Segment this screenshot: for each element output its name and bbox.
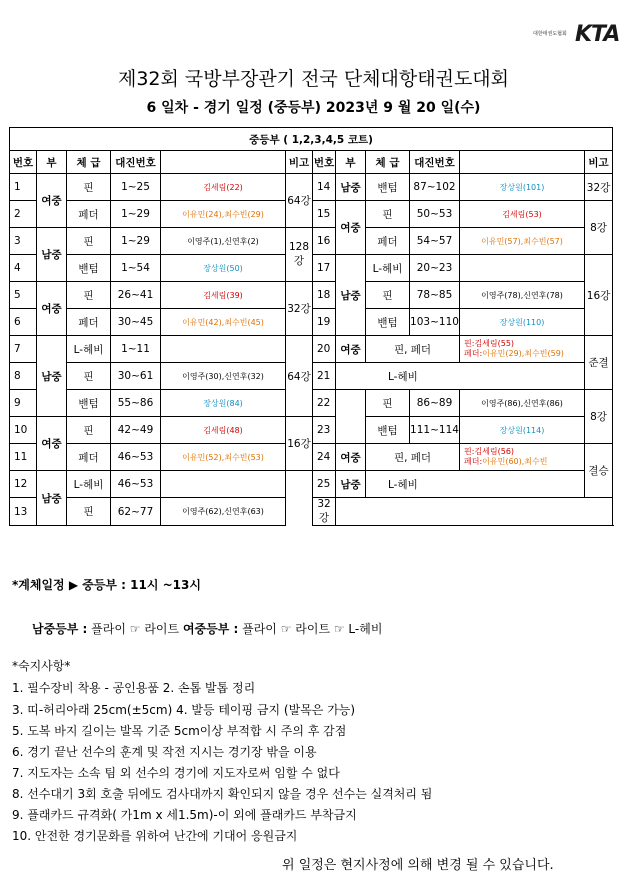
match-no: 6 <box>10 309 37 336</box>
weight-class: 페더 <box>67 309 111 336</box>
division: 여중 <box>336 336 366 363</box>
weight-class: 핀 <box>67 174 111 201</box>
athletes: 장상원(110) <box>460 309 585 336</box>
round-note: 16강 <box>286 417 313 471</box>
match-no: 20 <box>313 336 336 363</box>
col-weight: 체 급 <box>366 151 410 174</box>
division: 남중 <box>37 228 67 282</box>
draw-range: 1~54 <box>111 255 161 282</box>
draw-range: 20~23 <box>410 255 460 282</box>
draw-range: 111~114 <box>410 417 460 444</box>
rule-item: 5. 도복 바지 길이는 발목 기준 5cm이상 부적합 시 주의 후 감점 <box>12 724 347 738</box>
col-draw: 대진번호 <box>111 151 161 174</box>
empty-cell <box>336 498 613 526</box>
round-note: 64강 <box>286 174 313 228</box>
rules-title: *숙지사항* <box>12 659 71 673</box>
boys-order-label: 남중등부 : <box>32 622 88 636</box>
col-draw: 대진번호 <box>410 151 460 174</box>
logo-mark: KTA <box>575 22 620 47</box>
weight-class: 핀 <box>366 201 410 228</box>
draw-range: 86~89 <box>410 390 460 417</box>
athletes <box>460 444 585 471</box>
weight-class: L-헤비 <box>67 471 111 498</box>
match-no: 14 <box>313 174 336 201</box>
match-no: 17 <box>313 255 336 282</box>
page-title: 제32회 국방부장관기 전국 단체대항태권도대회 <box>117 68 510 90</box>
rule-item: 9. 플래카드 규격화( 가1m x 세1.5m)-이 외에 플래카드 부착금지 <box>12 808 357 822</box>
weight-class: 밴텀 <box>67 390 111 417</box>
athletes-fin: 김세림(56) <box>474 447 515 456</box>
athletes: 이영주(86),신연후(86) <box>460 390 585 417</box>
athletes: 김세림(53) <box>460 201 585 228</box>
col-no: 번호 <box>313 151 336 174</box>
weight-class: 핀 <box>67 417 111 444</box>
col-note: 비고 <box>585 151 613 174</box>
athletes: 이영주(30),신연후(32) <box>161 363 286 390</box>
rule-item: 10. 안전한 경기문화를 위하여 난간에 기대어 응원금지 <box>12 829 298 843</box>
athletes: 이영주(62),신연후(63) <box>161 498 286 526</box>
match-no: 4 <box>10 255 37 282</box>
round-note: 32강 <box>286 282 313 336</box>
weight-class: L-헤비 <box>366 471 585 498</box>
round-note: 준결 <box>585 336 613 390</box>
athletes: 김세림(39) <box>161 282 286 309</box>
table-row <box>10 282 613 309</box>
draw-range: 1~29 <box>111 201 161 228</box>
col-div: 부 <box>336 151 366 174</box>
division: 여중 <box>37 282 67 336</box>
footer-notice: 위 일정은 현지사정에 의해 변경 될 수 있습니다. <box>282 858 554 873</box>
schedule-table <box>9 127 613 526</box>
athletes: 장상원(101) <box>460 174 585 201</box>
match-no: 24 <box>313 444 336 471</box>
table-row <box>10 417 613 444</box>
round-note: 8강 <box>585 201 613 255</box>
draw-range: 46~53 <box>111 444 161 471</box>
col-weight: 체 급 <box>67 151 111 174</box>
rule-item: 8. 선수대기 3회 호출 뒤에도 검사대까지 확인되지 않을 경우 선수는 실격처리 됨 <box>12 787 433 801</box>
division: 남중 <box>37 336 67 417</box>
weight-class: 페더 <box>366 228 410 255</box>
division: 여중 <box>37 417 67 471</box>
match-no: 18 <box>313 282 336 309</box>
division: 여중 <box>37 174 67 228</box>
girls-order-label: 여중등부 : <box>182 622 239 636</box>
match-no: 1 <box>10 174 37 201</box>
table-row <box>10 336 613 363</box>
athletes: 장상원(114) <box>460 417 585 444</box>
logo-org-text: 대한태권도협회 <box>533 31 567 37</box>
athletes: 이영주(78),신연후(78) <box>460 282 585 309</box>
division: 여중 <box>336 201 366 255</box>
round-note: 64강 <box>286 336 313 417</box>
athletes: 이유민(57),최수빈(57) <box>460 228 585 255</box>
weight-class: 핀 <box>366 390 410 417</box>
weight-class: 핀 <box>67 282 111 309</box>
division <box>336 390 366 444</box>
draw-range: 42~49 <box>111 417 161 444</box>
athletes: 이유민(24),최수빈(29) <box>161 201 286 228</box>
division: 여중 <box>336 444 366 471</box>
round-note: 결승 <box>585 444 613 498</box>
match-no: 10 <box>10 417 37 444</box>
weight-class: 핀, 페더 <box>366 336 460 363</box>
athletes-fin-label: 핀: <box>464 447 475 456</box>
weight-class: L-헤비 <box>336 363 585 390</box>
weight-class: 핀 <box>67 228 111 255</box>
weight-class: 페더 <box>67 444 111 471</box>
round-note: 128강 <box>286 228 313 282</box>
athletes: 이유민(52),최수빈(53) <box>161 444 286 471</box>
athletes <box>460 336 585 363</box>
boys-order: 플라이 ☞ 라이트 <box>87 622 183 636</box>
draw-range: 62~77 <box>111 498 161 526</box>
athletes <box>460 255 585 282</box>
table-row <box>10 174 613 201</box>
match-no: 23 <box>313 417 336 444</box>
draw-range: 103~110 <box>410 309 460 336</box>
draw-range: 87~102 <box>410 174 460 201</box>
match-no: 22 <box>313 390 336 417</box>
weight-class: 밴텀 <box>366 417 410 444</box>
athletes-feather: 이유민(29),최수빈(59) <box>482 349 564 358</box>
draw-range: 1~11 <box>111 336 161 363</box>
round-note: 32강 <box>585 174 613 201</box>
draw-range: 78~85 <box>410 282 460 309</box>
draw-range: 1~29 <box>111 228 161 255</box>
weight-class: 밴텀 <box>67 255 111 282</box>
athletes-fin-label: 핀: <box>464 339 475 348</box>
weight-class: 핀, 페더 <box>366 444 460 471</box>
athletes-fin: 김세림(55) <box>474 339 515 348</box>
rule-item: 6. 경기 끝난 선수의 훈계 및 작전 지시는 경기장 밖을 이용 <box>12 745 317 759</box>
match-no: 15 <box>313 201 336 228</box>
athletes-feather-label: 페더: <box>464 349 483 358</box>
col-no: 번호 <box>10 151 37 174</box>
round-note: 32강 <box>313 498 336 526</box>
draw-range: 55~86 <box>111 390 161 417</box>
column-header-row <box>10 151 613 174</box>
section-header: 중등부 ( 1,2,3,4,5 코트) <box>10 128 613 151</box>
athletes <box>161 471 286 498</box>
match-no: 11 <box>10 444 37 471</box>
col-names <box>161 151 286 174</box>
match-no: 25 <box>313 471 336 498</box>
weight-class: 핀 <box>67 363 111 390</box>
weight-class: 핀 <box>366 282 410 309</box>
match-no: 9 <box>10 390 37 417</box>
athletes: 김세림(48) <box>161 417 286 444</box>
col-note: 비고 <box>286 151 313 174</box>
match-no: 21 <box>313 363 336 390</box>
division: 남중 <box>37 471 67 526</box>
rule-item: 1. 필수장비 착용 - 공인용품 2. 손톱 발톱 정리 <box>12 681 256 695</box>
kta-logo <box>533 22 623 50</box>
weight-class: 밴텀 <box>366 174 410 201</box>
match-no: 2 <box>10 201 37 228</box>
athletes-feather: 이유민(60),최수빈 <box>482 457 548 466</box>
draw-range: 54~57 <box>410 228 460 255</box>
table-row <box>10 471 613 498</box>
weight-class: L-헤비 <box>366 255 410 282</box>
draw-range: 26~41 <box>111 282 161 309</box>
match-no: 7 <box>10 336 37 363</box>
rule-item: 3. 띠-허리아래 25cm(±5cm) 4. 발등 테이핑 금지 (발목은 가능) <box>12 703 356 717</box>
page-subtitle: 6 일차 - 경기 일정 (중등부) 2023년 9 월 20 일(수) <box>146 100 481 116</box>
event-order <box>32 620 382 637</box>
round-note: 8강 <box>585 390 613 444</box>
table-row <box>10 228 613 255</box>
col-div: 부 <box>37 151 67 174</box>
match-no: 13 <box>10 498 37 526</box>
draw-range: 1~25 <box>111 174 161 201</box>
weight-class: 핀 <box>67 498 111 526</box>
rule-item: 7. 지도자는 소속 팀 외 선수의 경기에 지도자로써 임할 수 없다 <box>12 766 340 780</box>
match-no: 8 <box>10 363 37 390</box>
athletes-feather-label: 페더: <box>464 457 483 466</box>
weight-class: 페더 <box>67 201 111 228</box>
round-note <box>286 471 313 526</box>
match-no: 3 <box>10 228 37 255</box>
division: 남중 <box>336 174 366 201</box>
draw-range: 30~61 <box>111 363 161 390</box>
weigh-in-schedule: *계체일정 ▶ 중등부 : 11시 ~13시 <box>12 578 201 592</box>
match-no: 5 <box>10 282 37 309</box>
division: 남중 <box>336 471 366 498</box>
athletes: 김세림(22) <box>161 174 286 201</box>
weight-class: L-헤비 <box>67 336 111 363</box>
draw-range: 46~53 <box>111 471 161 498</box>
athletes <box>161 336 286 363</box>
match-no: 19 <box>313 309 336 336</box>
athletes: 이영주(1),신연후(2) <box>161 228 286 255</box>
round-note: 16강 <box>585 255 613 336</box>
match-no: 16 <box>313 228 336 255</box>
athletes: 장상원(84) <box>161 390 286 417</box>
weight-class: 밴텀 <box>366 309 410 336</box>
col-names <box>460 151 585 174</box>
draw-range: 30~45 <box>111 309 161 336</box>
athletes: 장상원(50) <box>161 255 286 282</box>
girls-order: 플라이 ☞ 라이트 ☞ L-헤비 <box>238 622 383 636</box>
athletes: 이유민(42),최수빈(45) <box>161 309 286 336</box>
draw-range: 50~53 <box>410 201 460 228</box>
division: 남중 <box>336 255 366 336</box>
match-no: 12 <box>10 471 37 498</box>
